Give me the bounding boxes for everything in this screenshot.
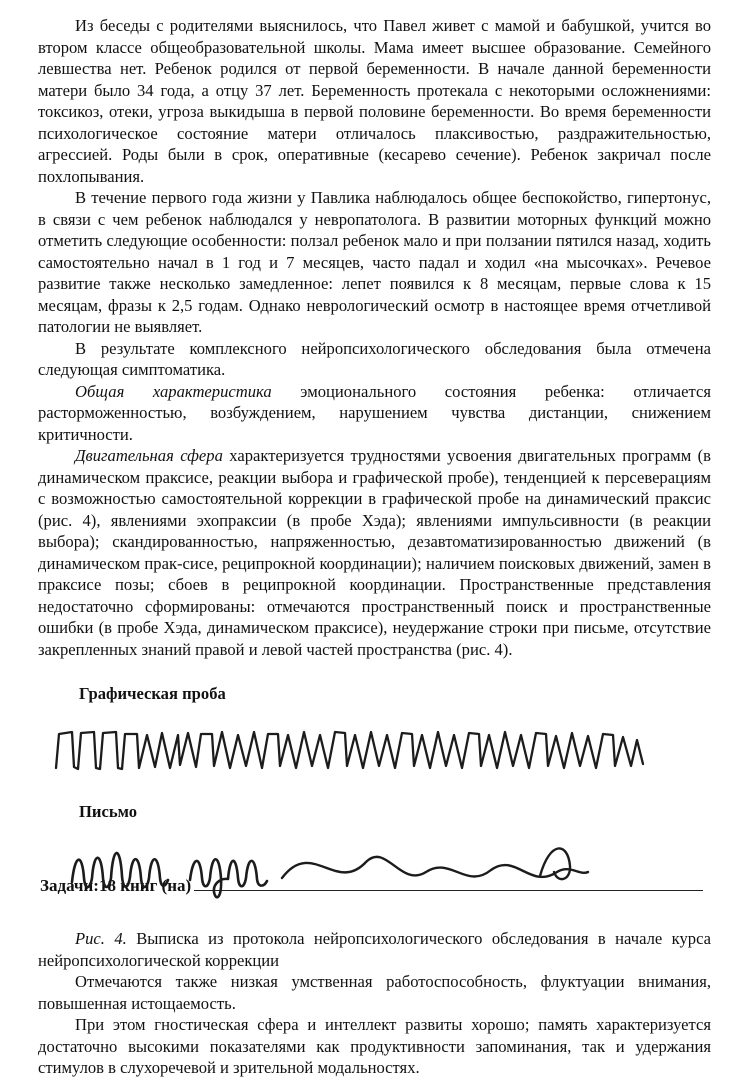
paragraph-text: эмоционального состояния ребенка: отличается расторможенностью, возбуждением, нарушением чувства дистанции, снижением критичности. [38, 381, 711, 444]
writing-task-text: 18 книг (на) [98, 875, 192, 895]
writing-task-label: Задачи: [40, 875, 99, 895]
figure-heading-graphic-test: Графическая проба [79, 684, 226, 703]
paragraph-text: характеризуется трудностями усвоения двигательных программ (в динамическом праксисе, реакции выбора и графической пробе), тенденцией к персеверациям с возможностью самостоятельной коррекции в графической пробе на динамический праксис (рис. 4), явлениями эхопраксии (в пробе Хэда); явлениями импульсивности (в реакции выбора); скандированностью, напряженностью, дезавтоматизированностью движений (в динамическом прак-сисе, реципрокной координации); наличием поисковых движений, замен в праксисе позы; сбоев в реципрокной координации. Пространственные представления недостаточно сформированы: отмечаются пространственный поиск и пространственные ошибки (в пробе Хэда, динамическом праксисе), неудержание строки при письме, отсутствие закрепленных знаний правой и левой частей пространства (рис. 4). [38, 446, 711, 659]
graphic-test-zigzag-drawing [52, 720, 672, 778]
figure-heading-writing: Письмо [79, 801, 137, 821]
paragraph-exam-intro: В результате комплексного нейропсихологического обследования была отмечена следующая симптоматика. [38, 338, 711, 379]
paragraph-emotional-state [38, 381, 711, 446]
writing-sample-figure [40, 830, 709, 906]
paragraph-lead-italic: Двигательная сфера [75, 446, 223, 465]
paragraph-gnostic-sphere: При этом гностическая сфера и интеллект развиты хорошо; память характеризуется достаточно высокими показателями как продуктивности запоминания, так и удержания стимулов в слухоречевой и зрительной модальностях. [38, 1015, 711, 1077]
paragraph-first-year: В течение первого года жизни у Павлика наблюдалось общее беспокойство, гипертонус, в связи с чем ребенок наблюдался у невропатолога. В развитии моторных функций можно отметить следующие особенности: ползал ребенок мало и при ползании пятился назад, ходить самостоятельно начал в 1 год и 7 месяцев, часто падал и ходил «на мысочках». Речевое развитие также несколько замедленное: лепет появился к 8 месяцам, первые слова к 15 месяцам, фразы к 2,5 годам. Однако неврологический осмотр в настоящее время отчетливой патологии не выявляет. [38, 188, 711, 336]
figure-caption-text: Выписка из протокола нейропсихологического обследования в начале курса нейропсихологической коррекции [38, 929, 711, 970]
graphic-test-figure [52, 720, 711, 778]
figure-caption-number: Рис. 4. [75, 929, 127, 948]
paragraph-anamnesis: Из беседы с родителями выяснилось, что Павел живет с мамой и бабушкой, учится во втором классе общеобразовательной школы. Мама имеет высшее образование. Семейного левшества нет. Ребенок родился от первой беременности. В начале данной беременности матери было 34 года, а отцу 37 лет. Беременность протекала с некоторыми осложнениями: токсикоз, отеки, угроза выкидыша в первой половине беременности. Во время беременности психологическое состояние матери отличалось плаксивостью, раздражительностью, агрессией. Роды были в срок, оперативные (кесарево сечение). Ребенок закричал после похлопывания. [38, 16, 711, 186]
handwriting-scrawl-drawing [68, 830, 648, 906]
paragraph-motor-sphere [38, 445, 711, 660]
figure-caption [38, 928, 711, 971]
paragraph-fatigue: Отмечаются также низкая умственная работоспособность, флуктуации внимания, повышенная истощаемость. [38, 972, 711, 1013]
paragraph-lead-italic: Общая характеристика [75, 381, 272, 401]
